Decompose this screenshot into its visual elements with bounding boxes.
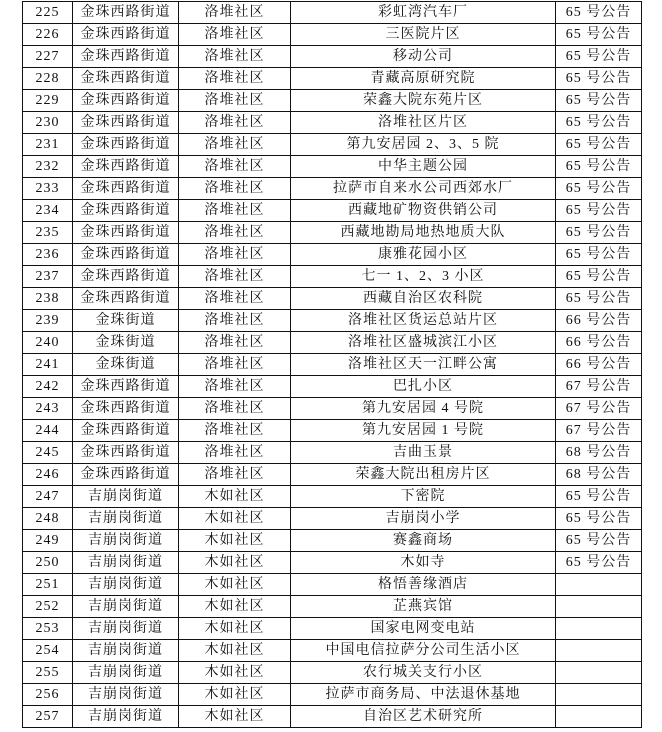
street-cell: 吉崩岗街道 [73, 662, 179, 684]
table-row [23, 442, 642, 464]
community-cell: 洛堆社区 [179, 464, 291, 486]
notice-cell: 65 号公告 [556, 552, 642, 574]
table-row [23, 244, 642, 266]
community-cell: 洛堆社区 [179, 420, 291, 442]
row-number-cell: 226 [23, 24, 73, 46]
location-cell: 自治区艺术研究所 [291, 706, 556, 728]
notice-cell: 66 号公告 [556, 332, 642, 354]
row-number-cell: 248 [23, 508, 73, 530]
table-row [23, 376, 642, 398]
row-number-cell: 234 [23, 200, 73, 222]
notice-cell: 65 号公告 [556, 530, 642, 552]
table-row [23, 200, 642, 222]
table-row [23, 2, 642, 24]
location-cell: 拉萨市商务局、中法退休基地 [291, 684, 556, 706]
notice-cell [556, 662, 642, 684]
notice-cell: 65 号公告 [556, 68, 642, 90]
row-number-cell: 257 [23, 706, 73, 728]
notice-cell: 65 号公告 [556, 266, 642, 288]
location-cell: 下密院 [291, 486, 556, 508]
table-row [23, 508, 642, 530]
location-cell: 移动公司 [291, 46, 556, 68]
street-cell: 金珠西路街道 [73, 46, 179, 68]
community-cell: 洛堆社区 [179, 156, 291, 178]
notice-cell: 65 号公告 [556, 156, 642, 178]
community-cell: 木如社区 [179, 552, 291, 574]
street-cell: 吉崩岗街道 [73, 486, 179, 508]
location-cell: 洛堆社区片区 [291, 112, 556, 134]
community-cell: 洛堆社区 [179, 222, 291, 244]
community-cell: 洛堆社区 [179, 134, 291, 156]
table-row [23, 552, 642, 574]
table-body [23, 2, 642, 728]
table-row [23, 90, 642, 112]
notice-cell: 65 号公告 [556, 24, 642, 46]
table-row [23, 618, 642, 640]
table-row [23, 486, 642, 508]
location-cell: 农行城关支行小区 [291, 662, 556, 684]
community-cell: 洛堆社区 [179, 354, 291, 376]
notice-cell: 65 号公告 [556, 178, 642, 200]
community-cell: 木如社区 [179, 684, 291, 706]
location-cell: 荣鑫大院东苑片区 [291, 90, 556, 112]
table-row [23, 112, 642, 134]
notice-cell: 65 号公告 [556, 134, 642, 156]
street-cell: 金珠西路街道 [73, 2, 179, 24]
community-cell: 洛堆社区 [179, 310, 291, 332]
notice-cell [556, 684, 642, 706]
table-row [23, 684, 642, 706]
community-cell: 洛堆社区 [179, 266, 291, 288]
street-cell: 金珠西路街道 [73, 200, 179, 222]
street-cell: 金珠西路街道 [73, 134, 179, 156]
notice-cell: 65 号公告 [556, 90, 642, 112]
community-cell: 木如社区 [179, 618, 291, 640]
notice-cell: 65 号公告 [556, 244, 642, 266]
row-number-cell: 252 [23, 596, 73, 618]
row-number-cell: 256 [23, 684, 73, 706]
street-cell: 金珠西路街道 [73, 68, 179, 90]
row-number-cell: 254 [23, 640, 73, 662]
table-row [23, 222, 642, 244]
location-cell: 格悟善缘酒店 [291, 574, 556, 596]
location-cell: 荣鑫大院出租房片区 [291, 464, 556, 486]
community-cell: 木如社区 [179, 662, 291, 684]
notice-cell [556, 706, 642, 728]
location-cell: 第九安居园 2、3、5 院 [291, 134, 556, 156]
street-cell: 金珠街道 [73, 310, 179, 332]
notice-cell: 68 号公告 [556, 464, 642, 486]
location-cell: 西藏自治区农科院 [291, 288, 556, 310]
location-cell: 拉萨市自来水公司西郊水厂 [291, 178, 556, 200]
row-number-cell: 250 [23, 552, 73, 574]
row-number-cell: 231 [23, 134, 73, 156]
table-row [23, 288, 642, 310]
row-number-cell: 238 [23, 288, 73, 310]
street-cell: 吉崩岗街道 [73, 640, 179, 662]
street-cell: 金珠西路街道 [73, 266, 179, 288]
location-cell: 三医院片区 [291, 24, 556, 46]
street-cell: 吉崩岗街道 [73, 684, 179, 706]
table-row [23, 46, 642, 68]
table-row [23, 662, 642, 684]
notice-cell [556, 618, 642, 640]
location-cell: 洛堆社区盛城滨江小区 [291, 332, 556, 354]
community-cell: 洛堆社区 [179, 244, 291, 266]
row-number-cell: 249 [23, 530, 73, 552]
street-cell: 吉崩岗街道 [73, 508, 179, 530]
location-cell: 西藏地矿物资供销公司 [291, 200, 556, 222]
location-cell: 中国电信拉萨分公司生活小区 [291, 640, 556, 662]
community-cell: 洛堆社区 [179, 288, 291, 310]
notice-cell: 65 号公告 [556, 2, 642, 24]
notice-cell: 68 号公告 [556, 442, 642, 464]
notice-cell: 65 号公告 [556, 288, 642, 310]
community-cell: 木如社区 [179, 574, 291, 596]
location-cell: 中华主题公园 [291, 156, 556, 178]
location-cell: 西藏地勘局地热地质大队 [291, 222, 556, 244]
street-cell: 金珠街道 [73, 354, 179, 376]
table-row [23, 24, 642, 46]
street-cell: 吉崩岗街道 [73, 618, 179, 640]
community-cell: 木如社区 [179, 486, 291, 508]
street-cell: 金珠西路街道 [73, 442, 179, 464]
street-cell: 金珠西路街道 [73, 178, 179, 200]
notice-cell: 67 号公告 [556, 420, 642, 442]
row-number-cell: 230 [23, 112, 73, 134]
street-cell: 吉崩岗街道 [73, 596, 179, 618]
street-cell: 吉崩岗街道 [73, 530, 179, 552]
row-number-cell: 247 [23, 486, 73, 508]
street-cell: 吉崩岗街道 [73, 552, 179, 574]
table-row [23, 574, 642, 596]
notice-cell: 65 号公告 [556, 222, 642, 244]
row-number-cell: 253 [23, 618, 73, 640]
community-cell: 木如社区 [179, 640, 291, 662]
table-row [23, 178, 642, 200]
notice-cell: 65 号公告 [556, 200, 642, 222]
community-cell: 洛堆社区 [179, 2, 291, 24]
street-cell: 金珠西路街道 [73, 24, 179, 46]
community-cell: 木如社区 [179, 596, 291, 618]
notice-cell [556, 596, 642, 618]
community-cell: 洛堆社区 [179, 200, 291, 222]
row-number-cell: 244 [23, 420, 73, 442]
table-row [23, 310, 642, 332]
row-number-cell: 227 [23, 46, 73, 68]
community-cell: 洛堆社区 [179, 332, 291, 354]
table-row [23, 266, 642, 288]
notice-cell: 65 号公告 [556, 112, 642, 134]
table-row [23, 156, 642, 178]
street-cell: 金珠西路街道 [73, 464, 179, 486]
location-cell: 赛鑫商场 [291, 530, 556, 552]
notice-cell: 66 号公告 [556, 310, 642, 332]
row-number-cell: 233 [23, 178, 73, 200]
street-cell: 吉崩岗街道 [73, 574, 179, 596]
street-cell: 金珠西路街道 [73, 90, 179, 112]
community-cell: 木如社区 [179, 706, 291, 728]
street-cell: 金珠西路街道 [73, 244, 179, 266]
table-row [23, 530, 642, 552]
community-cell: 洛堆社区 [179, 178, 291, 200]
community-cell: 洛堆社区 [179, 90, 291, 112]
row-number-cell: 246 [23, 464, 73, 486]
location-cell: 第九安居园 1 号院 [291, 420, 556, 442]
location-cell: 巴扎小区 [291, 376, 556, 398]
notice-cell: 67 号公告 [556, 376, 642, 398]
row-number-cell: 251 [23, 574, 73, 596]
table-row [23, 706, 642, 728]
community-cell: 木如社区 [179, 530, 291, 552]
street-cell: 金珠西路街道 [73, 156, 179, 178]
notice-cell [556, 574, 642, 596]
location-cell: 康雅花园小区 [291, 244, 556, 266]
notice-cell [556, 640, 642, 662]
row-number-cell: 229 [23, 90, 73, 112]
street-cell: 金珠西路街道 [73, 376, 179, 398]
street-cell: 金珠西路街道 [73, 420, 179, 442]
row-number-cell: 241 [23, 354, 73, 376]
row-number-cell: 240 [23, 332, 73, 354]
street-cell: 金珠街道 [73, 332, 179, 354]
table-row [23, 640, 642, 662]
table-row [23, 464, 642, 486]
row-number-cell: 235 [23, 222, 73, 244]
location-cell: 木如寺 [291, 552, 556, 574]
location-cell: 洛堆社区货运总站片区 [291, 310, 556, 332]
location-cell: 七一 1、2、3 小区 [291, 266, 556, 288]
table-row [23, 68, 642, 90]
street-cell: 金珠西路街道 [73, 222, 179, 244]
table-row [23, 420, 642, 442]
community-cell: 木如社区 [179, 508, 291, 530]
row-number-cell: 245 [23, 442, 73, 464]
street-cell: 金珠西路街道 [73, 288, 179, 310]
table-row [23, 354, 642, 376]
community-cell: 洛堆社区 [179, 46, 291, 68]
row-number-cell: 225 [23, 2, 73, 24]
row-number-cell: 232 [23, 156, 73, 178]
row-number-cell: 243 [23, 398, 73, 420]
location-cell: 第九安居园 4 号院 [291, 398, 556, 420]
row-number-cell: 239 [23, 310, 73, 332]
community-cell: 洛堆社区 [179, 376, 291, 398]
document-table [22, 1, 642, 728]
community-cell: 洛堆社区 [179, 442, 291, 464]
location-cell: 吉曲玉景 [291, 442, 556, 464]
table-row [23, 134, 642, 156]
community-cell: 洛堆社区 [179, 68, 291, 90]
location-cell: 吉崩岗小学 [291, 508, 556, 530]
notice-cell: 66 号公告 [556, 354, 642, 376]
community-cell: 洛堆社区 [179, 24, 291, 46]
row-number-cell: 228 [23, 68, 73, 90]
street-cell: 金珠西路街道 [73, 112, 179, 134]
location-cell: 芷燕宾馆 [291, 596, 556, 618]
notice-cell: 65 号公告 [556, 508, 642, 530]
location-cell: 洛堆社区天一江畔公寓 [291, 354, 556, 376]
location-cell: 青藏高原研究院 [291, 68, 556, 90]
notice-cell: 67 号公告 [556, 398, 642, 420]
table-row [23, 596, 642, 618]
row-number-cell: 255 [23, 662, 73, 684]
row-number-cell: 236 [23, 244, 73, 266]
street-cell: 吉崩岗街道 [73, 706, 179, 728]
table-row [23, 332, 642, 354]
location-cell: 彩虹湾汽车厂 [291, 2, 556, 24]
row-number-cell: 242 [23, 376, 73, 398]
community-cell: 洛堆社区 [179, 112, 291, 134]
table-row [23, 398, 642, 420]
notice-cell: 65 号公告 [556, 486, 642, 508]
row-number-cell: 237 [23, 266, 73, 288]
notice-cell: 65 号公告 [556, 46, 642, 68]
street-cell: 金珠西路街道 [73, 398, 179, 420]
location-cell: 国家电网变电站 [291, 618, 556, 640]
community-cell: 洛堆社区 [179, 398, 291, 420]
